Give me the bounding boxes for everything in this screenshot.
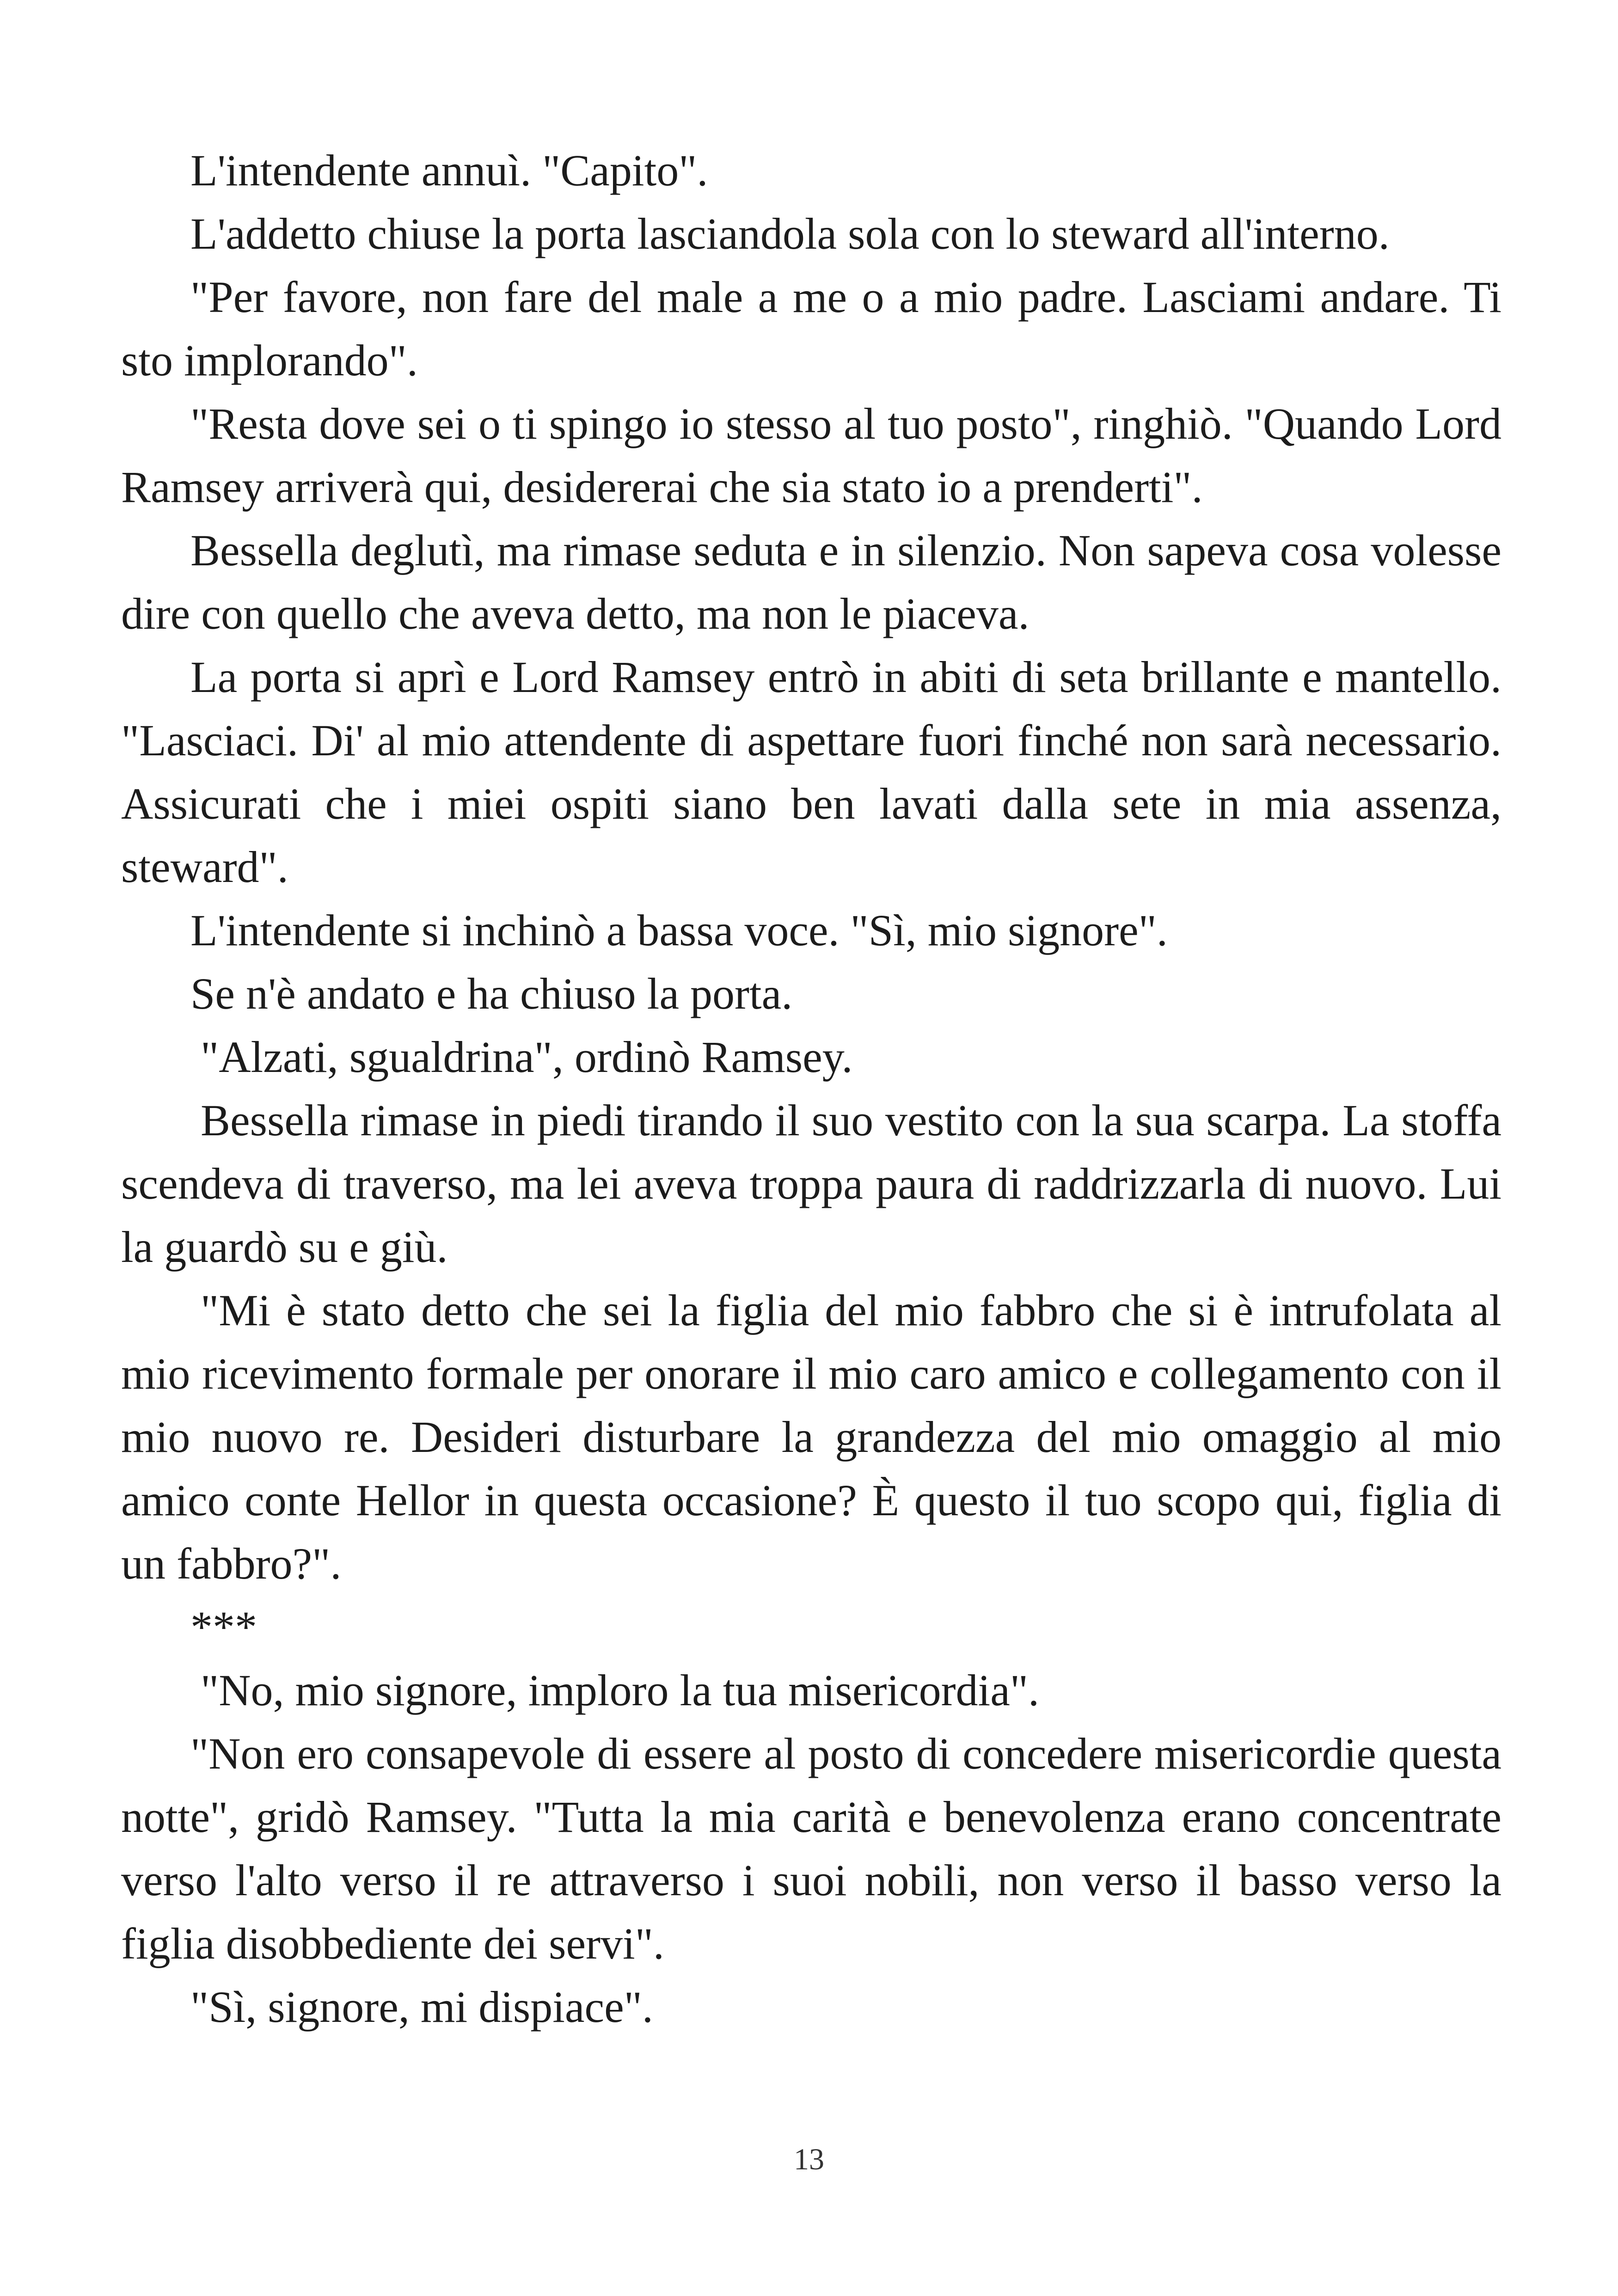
- paragraph: "No, mio signore, imploro la tua misericordia".: [201, 1665, 1040, 1715]
- page-number: 13: [794, 2143, 824, 2176]
- paragraph: "Per favore, non fare del male a me o a mio padre. Lasciami andare. Ti sto implorando".: [121, 272, 1502, 385]
- paragraph: L'addetto chiuse la porta lasciandola sola con lo steward all'interno.: [190, 209, 1390, 258]
- paragraph: "Non ero consapevole di essere al posto di concedere misericordie questa notte", gridò Ramsey. "Tutta la mia carità e benevolenza erano concentrate verso l'alto verso il re attraverso i suoi nobili, non verso il basso verso la figlia disobbediente dei servi".: [121, 1729, 1502, 1968]
- paragraph: "Alzati, sgualdrina", ordinò Ramsey.: [201, 1032, 853, 1082]
- paragraph: L'intendente si inchinò a bassa voce. "Sì, mio signore".: [190, 906, 1168, 955]
- paragraph: La porta si aprì e Lord Ramsey entrò in abiti di seta brillante e mantello. "Lasciaci. Di' al mio attendente di aspettare fuori finché non sarà necessario. Assicurati che i miei ospiti siano ben lavati dalla sete in mia assenza, steward".: [121, 652, 1502, 892]
- paragraph: Bessella deglutì, ma rimase seduta e in silenzio. Non sapeva cosa volesse dire con quello che aveva detto, ma non le piaceva.: [121, 526, 1502, 638]
- paragraph: L'intendente annuì. "Capito".: [190, 146, 708, 195]
- paragraph: Bessella rimase in piedi tirando il suo vestito con la sua scarpa. La stoffa scendeva di traverso, ma lei aveva troppa paura di raddrizzarla di nuovo. Lui la guardò su e giù.: [121, 1096, 1502, 1272]
- paragraph: "Sì, signore, mi dispiace".: [190, 1982, 653, 2032]
- scene-break: ***: [190, 1602, 257, 1652]
- paragraph: "Mi è stato detto che sei la figlia del mio fabbro che si è intrufolata al mio ricevimento formale per onorare il mio caro amico e collegamento con il mio nuovo re. Desideri disturbare la grandezza del mio omaggio al mio amico conte Hellor in questa occasione? È questo il tuo scopo qui, figlia di un fabbro?".: [121, 1286, 1502, 1588]
- page-body: [121, 139, 1502, 2039]
- paragraph: Se n'è andato e ha chiuso la porta.: [190, 969, 793, 1018]
- paragraph: "Resta dove sei o ti spingo io stesso al tuo posto", ringhiò. "Quando Lord Ramsey arriverà qui, desidererai che sia stato io a prenderti".: [121, 399, 1502, 512]
